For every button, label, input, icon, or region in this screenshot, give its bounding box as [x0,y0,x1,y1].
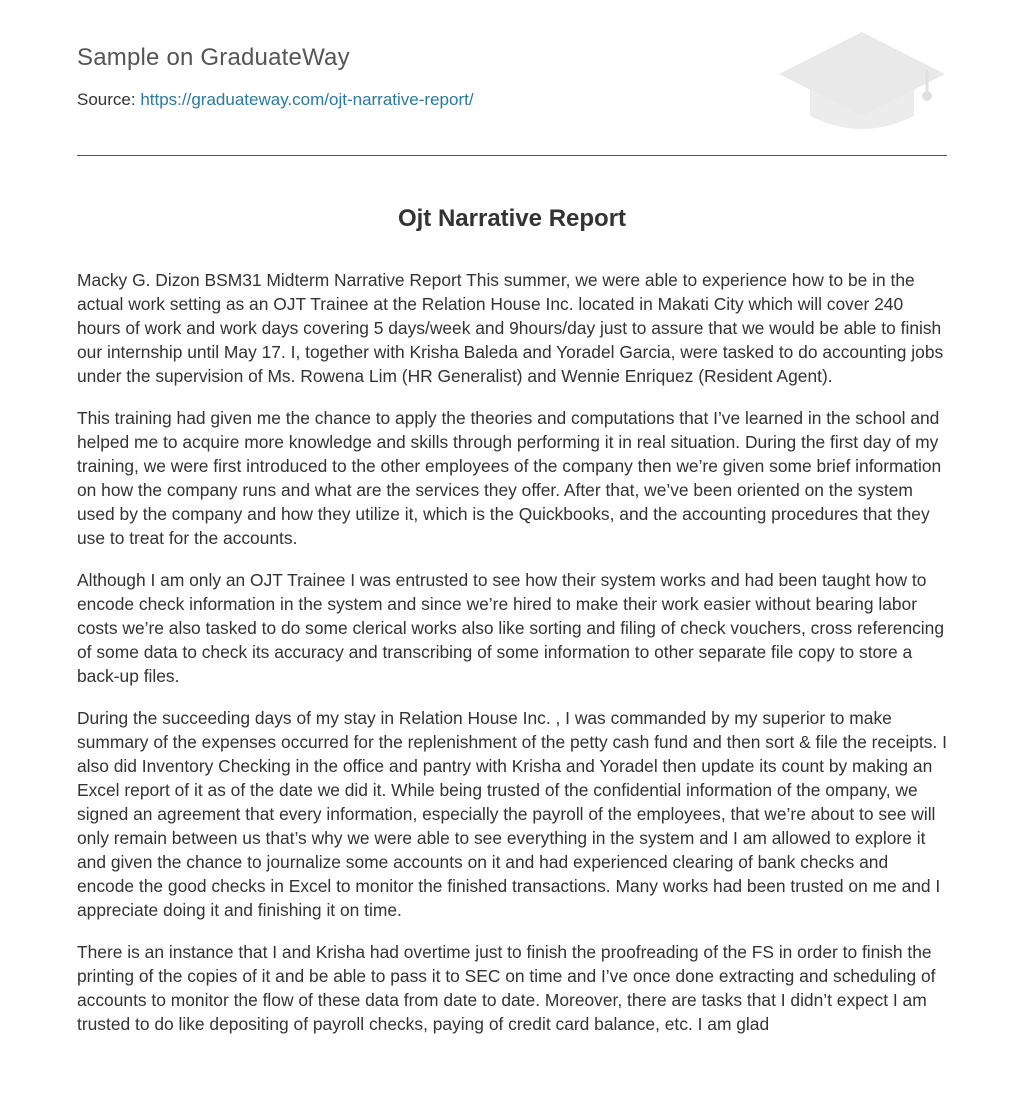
header-divider [77,155,947,156]
document-title: Ojt Narrative Report [397,205,627,232]
paragraph: This training had given me the chance to apply the theories and computations that I’ve learned in the school and helped me to acquire more knowledge and skills through performing it in real situation. During the first day of my training, we were first introduced to the other employees of the company then we’re given some brief information on how the company runs and what are the services they offer. After that, we’ve been oriented on the system used by the company and how they utilize it, which is the Quickbooks, and the accounting procedures that they use to treat for the accounts. [77,408,942,548]
source-line [77,90,474,110]
site-title: Sample on GraduateWay [77,44,350,71]
document-body [77,268,947,1118]
source-label: Source: [77,90,136,109]
paragraph: During the succeeding days of my stay in Relation House Inc. , I was commanded by my superior to make summary of the expenses occurred for the replenishment of the petty cash fund and then sort & file the receipts. I also did Inventory Checking in the office and pantry with Krisha and Yoradel then update its count by making an Excel report of it as of the date we did it. While being trusted of the confidential information of the ompany, we signed an agreement that every information, especially the payroll of the employees, that we’re about to see will only remain between us that’s why we were able to see everything in the system and I am allowed to explore it and given the chance to journalize some accounts on it and had experienced clearing of bank checks and encode the good checks in Excel to monitor the finished transactions. Many works had been trusted on me and I appreciate doing it and finishing it on time. [77,708,947,920]
page-header [77,0,947,156]
paragraph: Macky G. Dizon BSM31 Midterm Narrative Report This summer, we were able to experience how to be in the actual work setting as an OJT Trainee at the Relation House Inc. located in Makati City which will cover 240 hours of work and work days covering 5 days/week and 9hours/day just to assure that we would be able to finish our internship until May 17. I, together with Krisha Baleda and Yoradel Garcia, were tasked to do accounting jobs under the supervision of Ms. Rowena Lim (HR Generalist) and Wennie Enriquez (Resident Agent). [77,270,944,386]
paragraph: There is an instance that I and Krisha had overtime just to finish the proofreading of the FS in order to finish the printing of the copies of it and be able to pass it to SEC on time and I’ve once done extracting and scheduling of accounts to monitor the flow of these data from date to date. Moreover, there are tasks that I didn’t expect I am trusted to do like depositing of payroll checks, paying of credit card balance, etc. I am glad [77,942,936,1034]
graduation-cap-icon [777,30,947,134]
paragraph: Although I am only an OJT Trainee I was entrusted to see how their system works and had been taught how to encode check information in the system and since we’re hired to make their work easier without bearing labor costs we’re also tasked to do some clerical works also like sorting and filing of check vouchers, cross referencing of some data to check its accuracy and transcribing of some information to other separate file copy to store a back-up files. [77,570,945,686]
source-link[interactable]: https://graduateway.com/ojt-narrative-report/ [140,90,474,109]
